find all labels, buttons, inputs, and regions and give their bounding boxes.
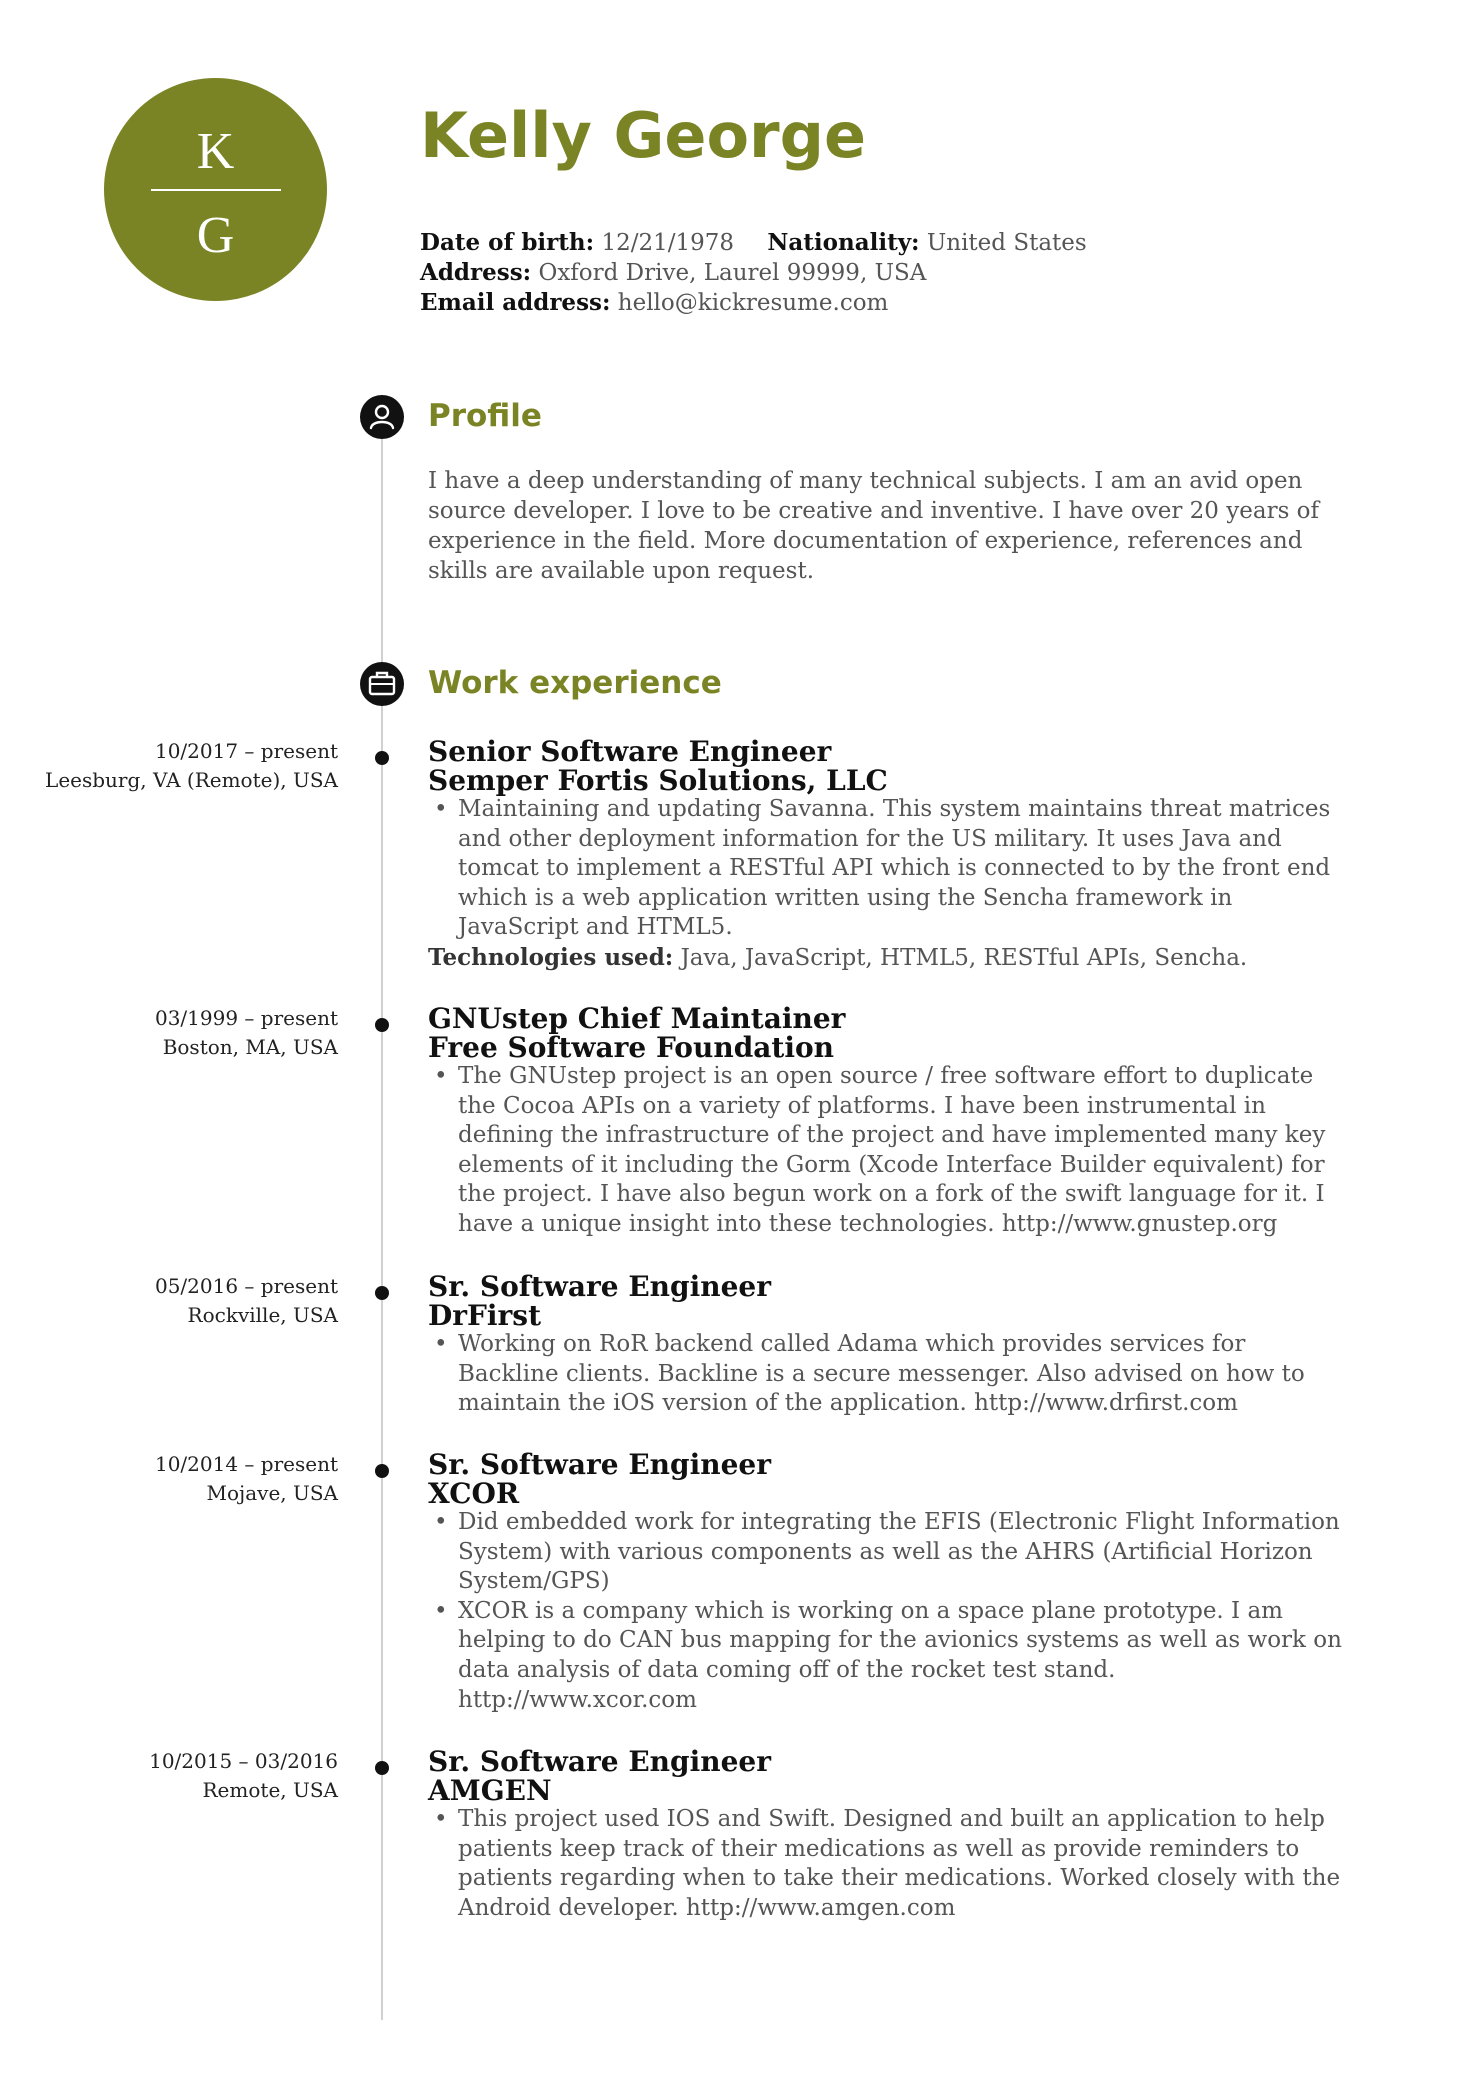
job-location: Leesburg, VA (Remote), USA: [45, 768, 338, 792]
job-details: [428, 1747, 1348, 1923]
timeline-dot: [375, 1761, 389, 1775]
job-bullets: [428, 1062, 1348, 1240]
monogram-avatar: [104, 78, 327, 301]
timeline-dot: [375, 1464, 389, 1478]
job-location: Boston, MA, USA: [162, 1035, 338, 1059]
job-title: GNUstep Chief Maintainer: [428, 1002, 846, 1035]
job-title: Sr. Software Engineer: [428, 1448, 771, 1481]
job-details: [428, 1004, 1348, 1240]
job-details: [428, 1450, 1348, 1715]
job-dates: 10/2015 – 03/2016: [149, 1749, 338, 1773]
job-location: Remote, USA: [202, 1778, 338, 1802]
timeline-line: [381, 400, 383, 2020]
job-dates: 03/1999 – present: [154, 1006, 338, 1030]
job-bullet: • Did embedded work for integrating the EFIS (Electronic Flight Information System) with various components as well as the AHRS (Artificial Horizon System/GPS): [428, 1508, 1348, 1597]
contact-line-personal: [420, 228, 1087, 258]
candidate-name: Kelly George: [420, 99, 867, 172]
job-dates: 05/2016 – present: [154, 1274, 338, 1298]
job-bullet: • Working on RoR backend called Adama which provides services for Backline clients. Backline is a secure messenger. Also advised on how to maintain the iOS version of the application. http://www.drfirst.com: [428, 1330, 1348, 1419]
job-meta: [155, 1004, 338, 1062]
dob-value: 12/21/1978: [601, 230, 735, 256]
nationality-label: Nationality:: [767, 229, 920, 256]
technologies-used: [428, 943, 1348, 974]
email-value[interactable]: hello@kickresume.com: [617, 290, 889, 316]
job-title: Sr. Software Engineer: [428, 1270, 771, 1303]
job-bullets: [428, 795, 1348, 943]
job-bullet: • Maintaining and updating Savanna. This system maintains threat matrices and other deployment information for the US military. It uses Java and tomcat to implement a RESTful API which is connected to by the front end which is a web application written using the Sencha framework in JavaScript and HTML5.: [428, 795, 1348, 943]
job-location: Rockville, USA: [187, 1303, 338, 1327]
timeline-dot: [375, 1018, 389, 1032]
job-company: AMGEN: [428, 1774, 552, 1807]
briefcase-icon: [360, 662, 404, 706]
job-title: Sr. Software Engineer: [428, 1745, 771, 1778]
technologies-label: Technologies used:: [428, 943, 674, 971]
profile-text: I have a deep understanding of many technical subjects. I am an avid open source developer. I love to be creative and inventive. I have over 20 years of experience in the field. More documentation of experience, references and skills are available upon request.: [428, 468, 1320, 584]
address-label: Address:: [420, 259, 532, 286]
timeline-dot: [375, 751, 389, 765]
monogram-divider: [151, 189, 281, 191]
work-section-title: Work experience: [428, 665, 722, 701]
email-label: Email address:: [420, 289, 611, 316]
job-title: Senior Software Engineer: [428, 735, 832, 768]
job-meta: [155, 1450, 338, 1508]
job-bullets: [428, 1508, 1348, 1715]
address-value: Oxford Drive, Laurel 99999, USA: [538, 260, 927, 286]
monogram-initial-first: K: [196, 123, 235, 180]
user-icon: [360, 395, 404, 439]
nationality-value: United States: [926, 230, 1087, 256]
monogram-initial-last: G: [196, 207, 235, 264]
job-dates: 10/2014 – present: [154, 1452, 338, 1476]
job-bullets: [428, 1330, 1348, 1419]
job-bullet: • This project used IOS and Swift. Designed and built an application to help patients keep track of their medications as well as provide reminders to patients regarding when to take their medications. Worked closely with the Android developer. http://www.amgen.com: [428, 1805, 1348, 1923]
job-meta: [149, 1747, 338, 1805]
job-dates: 10/2017 – present: [154, 739, 338, 763]
contact-line-email: [420, 288, 1087, 318]
job-details: [428, 737, 1348, 974]
job-bullet: • XCOR is a company which is working on a space plane prototype. I am helping to do CAN bus mapping for the avionics systems as well as work on data analysis of data coming off of the rocket test stand. http://www.xcor.com: [428, 1597, 1348, 1715]
contact-info: [420, 228, 1087, 318]
profile-section-title: Profile: [428, 398, 542, 434]
job-location: Mojave, USA: [206, 1481, 338, 1505]
job-company: Free Software Foundation: [428, 1031, 835, 1064]
technologies-value: Java, JavaScript, HTML5, RESTful APIs, Sencha.: [680, 944, 1248, 971]
dob-label: Date of birth:: [420, 229, 595, 256]
job-bullet: • The GNUstep project is an open source / free software effort to duplicate the Cocoa APIs on a variety of platforms. I have been instrumental in defining the infrastructure of the project and have implemented many key elements of it including the Gorm (Xcode Interface Builder equivalent) for the project. I have also begun work on a fork of the swift language for it. I have a unique insight into these technologies. http://www.gnustep.org: [428, 1062, 1348, 1240]
job-meta: [45, 737, 338, 795]
contact-line-address: [420, 258, 1087, 288]
job-company: Semper Fortis Solutions, LLC: [428, 764, 888, 797]
job-company: DrFirst: [428, 1299, 541, 1332]
job-details: [428, 1272, 1348, 1419]
job-meta: [155, 1272, 338, 1330]
job-bullets: [428, 1805, 1348, 1923]
timeline-dot: [375, 1286, 389, 1300]
job-company: XCOR: [428, 1477, 520, 1510]
